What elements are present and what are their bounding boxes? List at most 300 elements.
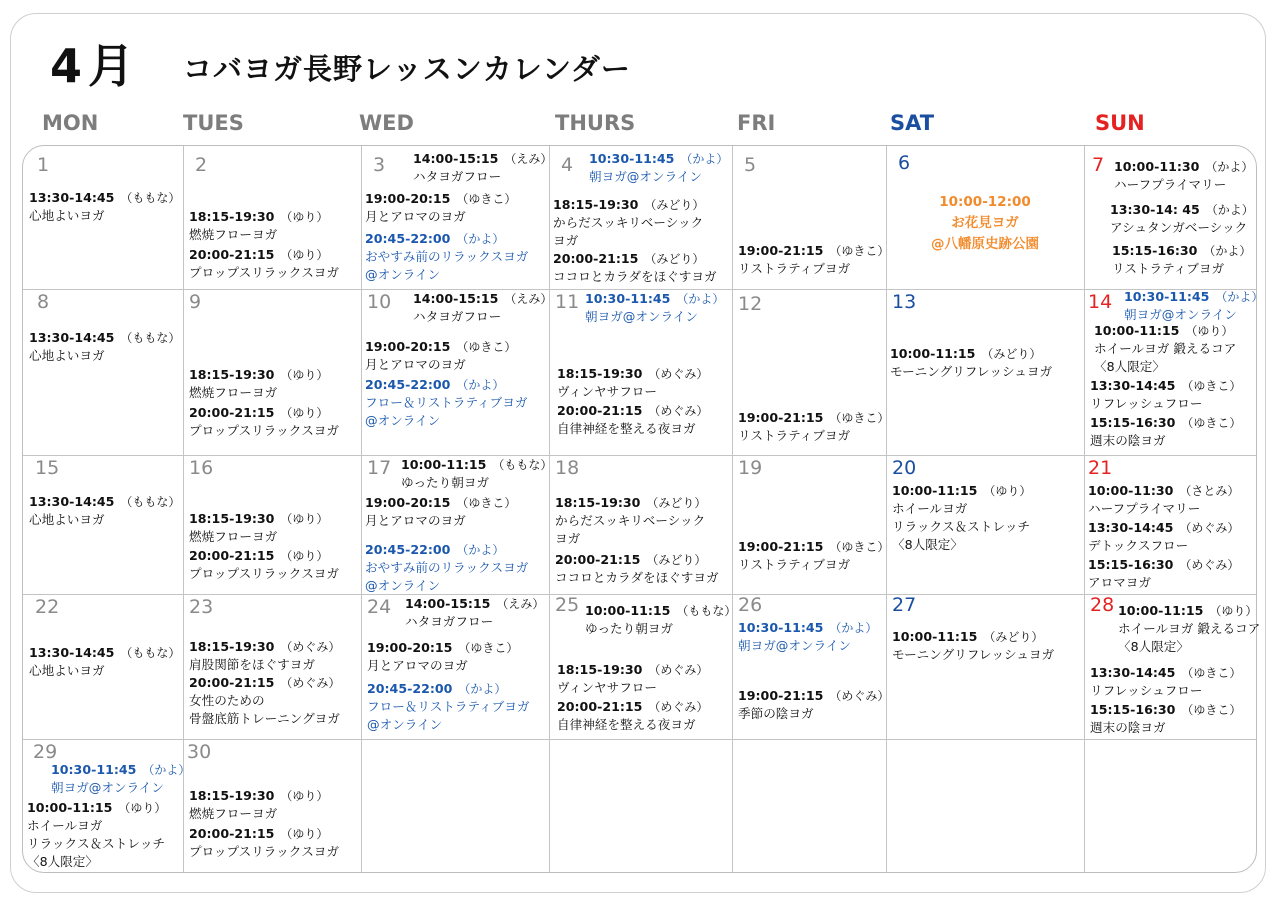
class-time-row [365,230,528,248]
day-number: 22 [35,596,60,618]
day-cell[interactable] [732,455,890,594]
online-class-entry [365,541,528,595]
instructor-name: （めぐみ） [648,404,709,418]
class-title: 燃焼フローヨガ [189,529,278,544]
class-time: 20:00-21:15 [189,826,275,841]
class-time: 20:00-21:15 [555,552,641,567]
class-time-row [738,619,877,637]
class-time: 10:00-11:30 [1088,483,1174,498]
class-time-row [401,456,552,474]
class-entry [189,510,328,546]
class-time: 20:45-22:00 [365,542,451,557]
instructor-name: （えみ） [496,597,545,611]
class-time: 18:15-19:30 [189,511,275,526]
class-time-row [553,250,717,268]
instructor-name: （ももな） [120,495,181,509]
instructor-name: （かよ） [676,292,725,306]
instructor-name: （ゆり） [118,801,167,815]
instructor-name: （ゆきこ） [458,641,519,655]
class-time-row [589,150,728,168]
class-time: 20:00-21:15 [189,247,275,262]
class-time: 10:00-11:15 [27,800,113,815]
class-entry [890,345,1052,381]
day-number: 16 [189,457,214,479]
class-time: 10:00-11:15 [1118,603,1204,618]
class-title: 月とアロマのヨガ [367,658,468,673]
class-title: 自律神経を整える夜ヨガ [557,717,696,732]
instructor-name: （ゆきこ） [1181,416,1242,430]
day-number: 27 [892,594,917,616]
online-class-entry [365,230,528,284]
class-title: お花見ヨガ [951,215,1019,231]
class-time-row [1114,158,1253,176]
day-cell[interactable] [361,594,549,739]
instructor-name: （ゆり） [280,248,329,262]
online-class-entry [367,680,529,734]
class-entry [557,365,708,401]
day-cell[interactable] [886,289,1084,455]
class-time-row [557,365,708,383]
class-time: 20:00-21:15 [189,675,275,690]
instructor-name: （かよ） [1205,160,1254,174]
instructor-name: （ももな） [492,458,553,472]
class-time: 18:15-19:30 [557,366,643,381]
class-entry [367,639,518,675]
day-number: 8 [37,291,50,313]
instructor-name: （ゆきこ） [456,340,517,354]
weekday-sat: SAT [890,111,935,135]
class-entry [553,250,717,286]
class-title: @オンライン [365,413,441,428]
class-entry [892,628,1054,664]
instructor-name: （かよ） [456,378,505,392]
class-time: 20:00-21:15 [553,251,639,266]
class-time-row [189,208,328,226]
class-time-row [585,602,736,620]
class-entry [189,366,328,402]
instructor-name: （ももな） [120,646,181,660]
class-time: 13:30-14:45 [1090,378,1176,393]
class-time: 18:15-19:30 [553,197,639,212]
class-entry [365,494,516,530]
class-time-row [557,661,708,679]
instructor-name: （かよ） [1203,244,1252,258]
instructor-name: （ゆり） [1185,324,1234,338]
online-class-entry [585,290,724,326]
day-cell[interactable] [1084,289,1264,455]
class-title: 骨盤底筋トレーニングヨガ [189,711,340,726]
class-title: プロップスリラックスヨガ [189,844,339,859]
class-entry [1110,201,1254,237]
class-entry [189,787,328,823]
instructor-name: （ゆきこ） [829,411,890,425]
class-time: 14:00-15:15 [413,151,499,166]
day-number: 1 [37,154,50,176]
class-time-row [413,290,552,308]
online-class-entry [589,150,728,186]
class-time: 15:15-16:30 [1090,415,1176,430]
class-title: ヴィンヤサフロー [557,680,657,695]
class-time-row [29,189,180,207]
class-time-row [51,761,190,779]
calendar-grid [22,145,1264,873]
class-entry [189,404,339,440]
class-time: 18:15-19:30 [555,495,641,510]
class-time: 18:15-19:30 [189,209,275,224]
class-time: 19:00-21:15 [738,243,824,258]
class-time-row [555,494,706,512]
class-title: ハーフプライマリー [1088,501,1201,516]
class-title: @オンライン [365,578,441,593]
class-time-row [189,787,328,805]
class-entry [1088,519,1239,555]
day-cell[interactable] [732,146,890,289]
class-time-row [413,150,552,168]
class-time: 19:00-20:15 [367,640,453,655]
class-time-row [365,190,516,208]
day-number: 10 [367,291,392,313]
day-cell[interactable] [1084,455,1258,594]
class-time: 10:30-11:45 [589,151,675,166]
instructor-name: （ゆり） [280,406,329,420]
day-cell[interactable] [886,739,1084,874]
instructor-name: （みどり） [983,630,1044,644]
instructor-name: （めぐみ） [829,689,890,703]
day-cell[interactable] [549,739,732,874]
day-number: 13 [892,291,917,313]
instructor-name: （かよ） [458,682,507,696]
class-time: 18:15-19:30 [557,662,643,677]
class-time-row [553,196,704,214]
class-time: 10:30-11:45 [1124,289,1210,304]
class-entry [738,687,889,723]
class-entry [413,290,552,326]
day-cell[interactable] [183,289,361,455]
class-title: @八幡原史跡公園 [931,236,1039,252]
class-time-row [189,825,339,843]
day-cell[interactable] [549,146,732,289]
class-title: ホイールヨガ 鍛えるコア [1094,341,1237,356]
class-time: 10:00-11:30 [1114,159,1200,174]
weekday-sun: SUN [1095,111,1145,135]
class-time-row [405,595,544,613]
day-cell[interactable] [183,146,361,289]
class-time: 13:30-14:45 [29,494,115,509]
class-time-row [1088,482,1239,500]
instructor-name: （ゆり） [280,512,329,526]
class-entry [738,538,889,574]
class-entry [557,402,708,438]
class-time: 20:00-21:15 [557,699,643,714]
class-title: ホイールヨガ 鍛えるコア [1118,621,1261,636]
day-cell[interactable] [732,594,890,739]
class-entry [189,674,340,728]
day-cell[interactable] [886,455,1084,594]
class-time-row [738,409,889,427]
day-cell[interactable] [23,146,183,289]
class-title: リストラティブヨガ [1112,261,1225,276]
instructor-name: （みどり） [644,252,705,266]
class-entry [1090,701,1241,737]
day-cell[interactable] [1084,146,1258,289]
day-cell[interactable] [732,739,886,874]
day-cell[interactable] [361,739,549,874]
class-entry [1088,482,1239,518]
class-entry [1112,242,1251,278]
class-time: 19:00-20:15 [365,339,451,354]
class-time-row [189,510,328,528]
class-title: ヨガ [555,531,581,546]
class-time: 13:30-14:45 [1088,520,1174,535]
class-time-row [1088,519,1239,537]
class-title: おやすみ前のリラックスヨガ [365,249,529,264]
instructor-name: （めぐみ） [648,367,709,381]
class-time: 19:00-21:15 [738,410,824,425]
class-entry [555,494,706,548]
class-time: 10:00-11:15 [585,603,671,618]
month-label: 4月 [50,39,141,93]
class-time: 20:00-21:15 [189,548,275,563]
class-title: からだスッキリベーシック [555,513,706,528]
day-number: 14 [1088,291,1113,313]
class-entry [29,189,180,225]
class-title: 月とアロマのヨガ [365,357,466,372]
day-cell[interactable] [361,289,553,455]
class-title: ホイールヨガ [892,501,968,516]
class-title: 肩股関節をほぐすヨガ [189,657,315,672]
class-title: ハタヨガフロー [413,309,502,324]
instructor-name: （ゆきこ） [829,244,890,258]
class-time-row [1124,288,1263,306]
class-title: 週末の陰ヨガ [1090,433,1166,448]
class-time-row [189,674,340,692]
class-title: からだスッキリベーシック [553,215,704,230]
day-number: 24 [367,596,392,618]
class-title: 心地よいヨガ [29,512,105,527]
instructor-name: （めぐみ） [1179,521,1240,535]
class-title: 心地よいヨガ [29,348,105,363]
instructor-name: （ゆり） [280,368,329,382]
class-entry [27,799,166,871]
class-time-row [189,366,328,384]
class-time: 19:00-21:15 [738,688,824,703]
class-time: 13:30-14: 45 [1110,202,1200,217]
class-title: リストラティブヨガ [738,261,851,276]
class-time-row [1088,556,1239,574]
class-entry [1090,664,1241,700]
class-time: 19:00-21:15 [738,539,824,554]
class-title: リストラティブヨガ [738,428,851,443]
class-title: 〈8人限定〉 [27,854,98,869]
day-cell[interactable] [549,594,737,739]
instructor-name: （かよ） [456,543,505,557]
day-cell[interactable] [361,146,553,289]
class-title: 朝ヨガ@オンライン [51,780,164,795]
instructor-name: （えみ） [504,152,553,166]
class-title: アシュタンガベーシック [1110,220,1248,235]
weekday-wed: WED [359,111,414,135]
class-entry [189,547,339,583]
instructor-name: （ももな） [676,604,737,618]
class-time: 15:15-16:30 [1088,557,1174,572]
class-time-row [555,551,719,569]
class-title: フロー＆リストラティブヨガ [365,395,528,410]
class-entry [413,150,552,186]
class-title: ハーフプライマリー [1114,177,1227,192]
class-entry [557,698,708,734]
class-entry [401,456,552,492]
day-cell[interactable] [23,455,183,594]
class-entry [1114,158,1253,194]
day-number: 28 [1090,594,1115,616]
class-time: 15:15-16:30 [1112,243,1198,258]
class-time: 13:30-14:45 [29,330,115,345]
class-title: 燃焼フローヨガ [189,385,278,400]
instructor-name: （かよ） [1205,203,1254,217]
day-cell[interactable] [549,455,732,594]
class-time: 10:00-11:15 [892,629,978,644]
day-number: 30 [187,741,212,763]
class-time-row [890,345,1052,363]
class-title: 月とアロマのヨガ [365,513,466,528]
day-number: 26 [738,594,763,616]
class-time-row [557,698,708,716]
day-number: 11 [555,291,580,313]
class-time-row [189,547,339,565]
class-title: 燃焼フローヨガ [189,806,278,821]
class-entry [738,242,889,278]
day-cell[interactable] [183,739,361,874]
class-time: 19:00-20:15 [365,495,451,510]
day-number: 5 [744,154,757,176]
class-time: 10:30-11:45 [585,291,671,306]
day-cell[interactable] [183,455,361,594]
day-cell[interactable] [549,289,732,455]
class-title: 心地よいヨガ [29,663,105,678]
class-title: ココロとカラダをほぐすヨガ [553,269,717,284]
day-number: 12 [738,293,763,315]
instructor-name: （かよ） [680,152,729,166]
class-time-row [1110,201,1254,219]
class-title: 朝ヨガ@オンライン [589,169,702,184]
class-title: リラックス＆ストレッチ [27,836,166,851]
day-cell[interactable] [886,146,1084,289]
class-time: 10:00-11:15 [401,457,487,472]
class-title: ハタヨガフロー [405,614,494,629]
class-entry [585,602,736,638]
instructor-name: （ゆり） [280,789,329,803]
class-time-row [1090,664,1241,682]
instructor-name: （かよ） [829,621,878,635]
day-number: 21 [1088,457,1113,479]
day-number: 19 [738,457,763,479]
class-time: 18:15-19:30 [189,639,275,654]
day-number: 18 [555,457,580,479]
instructor-name: （めぐみ） [280,640,341,654]
class-entry [557,661,708,697]
day-cell[interactable] [23,289,183,455]
class-entry [1090,414,1241,450]
day-cell[interactable] [1084,594,1261,739]
day-cell[interactable] [23,739,191,874]
class-title: プロップスリラックスヨガ [189,265,339,280]
class-time-row [189,246,339,264]
class-title: 朝ヨガ@オンライン [1124,307,1237,322]
instructor-name: （ゆきこ） [829,540,890,554]
class-entry [189,825,339,861]
day-number: 17 [367,457,392,479]
instructor-name: （みどり） [646,553,707,567]
class-title: 〈8人限定〉 [1118,639,1189,654]
instructor-name: （みどり） [981,347,1042,361]
class-time-row [738,538,889,556]
class-time: 13:30-14:45 [1090,665,1176,680]
class-title: ココロとカラダをほぐすヨガ [555,570,719,585]
class-entry [29,329,180,365]
class-time: 20:45-22:00 [365,231,451,246]
class-time-row [557,402,708,420]
class-time-row [892,628,1054,646]
instructor-name: （みどり） [646,496,707,510]
class-time-row [738,687,889,705]
class-title: 季節の陰ヨガ [738,706,814,721]
day-cell[interactable] [1084,739,1258,874]
instructor-name: （めぐみ） [1179,558,1240,572]
instructor-name: （ゆり） [280,827,329,841]
class-time: 13:30-14:45 [29,645,115,660]
day-cell[interactable] [361,455,553,594]
class-title: モーニングリフレッシュヨガ [892,647,1055,662]
weekday-tue: TUES [183,111,244,135]
instructor-name: （ゆり） [280,549,329,563]
class-entry [553,196,704,250]
class-time-row [886,192,1084,213]
class-time: 20:45-22:00 [367,681,453,696]
class-time: 20:00-21:15 [189,405,275,420]
class-title: 心地よいヨガ [29,208,105,223]
class-time-row [1118,602,1260,620]
class-title: デトックスフロー [1088,538,1189,553]
day-cell[interactable] [183,594,361,739]
day-cell[interactable] [732,289,890,455]
instructor-name: （ゆきこ） [456,496,517,510]
instructor-name: （ももな） [120,191,181,205]
class-title: 燃焼フローヨガ [189,227,278,242]
day-cell[interactable] [886,594,1084,739]
instructor-name: （ももな） [120,331,181,345]
class-time-row [365,338,516,356]
day-number: 20 [892,457,917,479]
instructor-name: （ゆり） [983,484,1032,498]
class-time: 10:00-12:00 [939,194,1031,210]
class-title: ハタヨガフロー [413,169,502,184]
class-entry [29,644,180,680]
class-time-row [189,638,340,656]
day-cell[interactable] [23,594,183,739]
online-class-entry [365,376,527,430]
class-time-row [29,644,180,662]
class-entry [555,551,719,587]
class-title: 朝ヨガ@オンライン [738,638,851,653]
class-entry [189,208,328,244]
class-time-row [29,493,180,511]
class-time: 10:00-11:15 [890,346,976,361]
online-class-entry [51,761,190,797]
class-time: 10:00-11:15 [1094,323,1180,338]
class-time-row [367,639,518,657]
class-title: プロップスリラックスヨガ [189,423,339,438]
instructor-name: （かよ） [1215,290,1264,304]
